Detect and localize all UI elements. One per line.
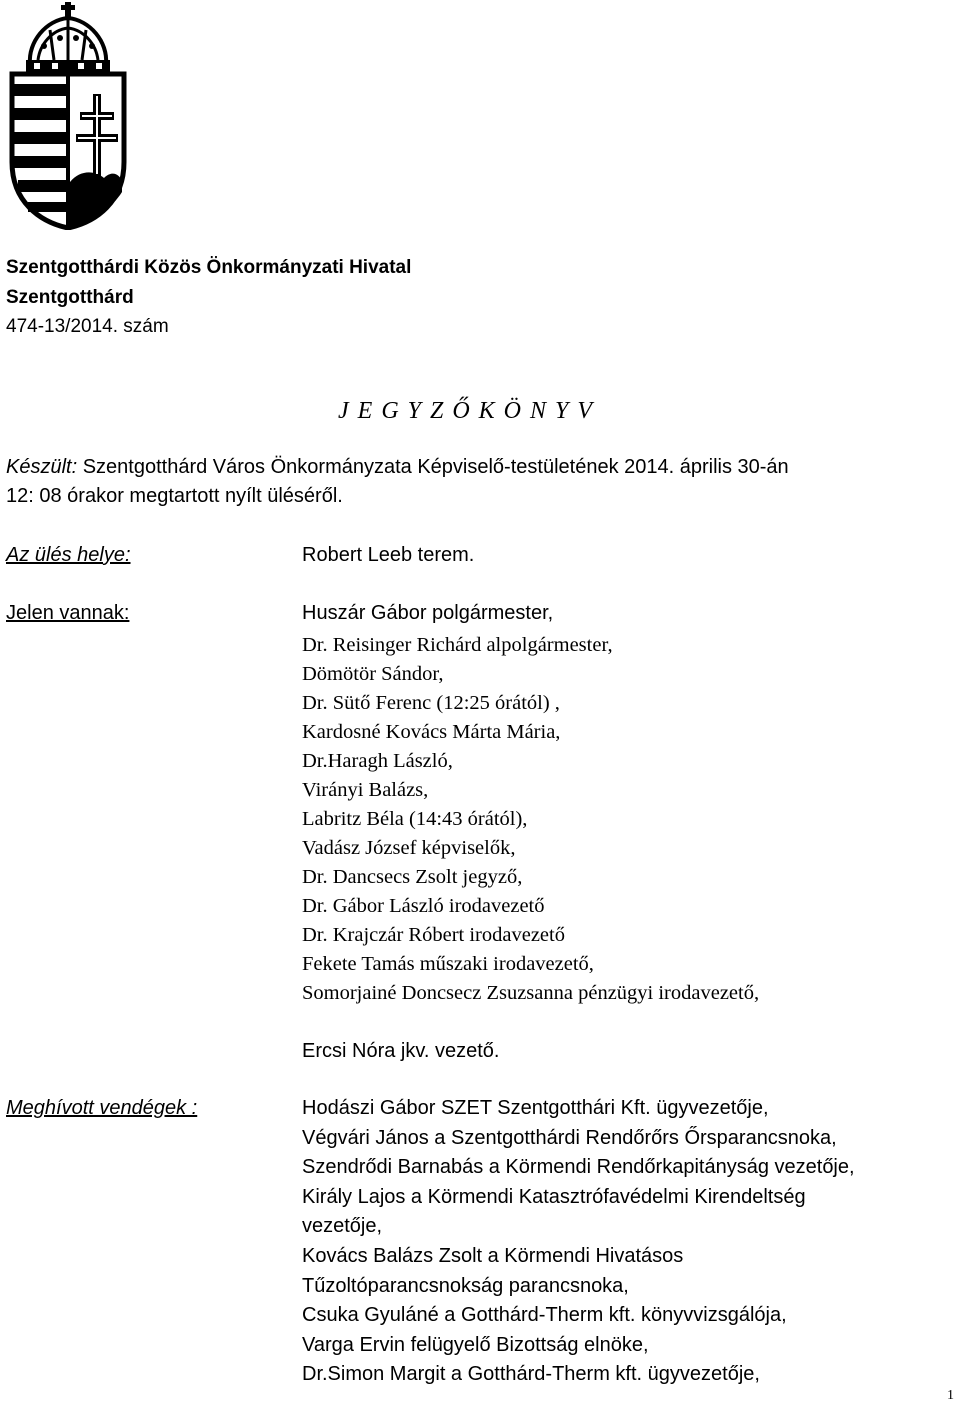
intro-line-1 <box>6 456 789 479</box>
venue-value: Robert Leeb terem. <box>302 544 475 566</box>
document-title: J E G Y Z Ő K Ö N Y V <box>338 398 594 424</box>
present-item: Dr. Sütő Ferenc (12:25 órától) , <box>302 692 560 714</box>
present-item: Fekete Tamás műszaki irodavezető, <box>302 953 594 975</box>
office-city: Szentgotthárd <box>6 287 134 308</box>
present-item: Dr. Gábor László irodavezető <box>302 895 545 917</box>
present-first: Huszár Gábor polgármester, <box>302 602 554 624</box>
guest-item: Csuka Gyuláné a Gotthárd-Therm kft. könyvvizsgálója, <box>302 1304 787 1327</box>
guest-item: Varga Ervin felügyelő Bizottság elnöke, <box>302 1333 649 1356</box>
present-item: Dr. Reisinger Richárd alpolgármester, <box>302 634 613 656</box>
guest-item: Végvári János a Szentgotthárdi Rendőrőrs Őrsparancsnoka, <box>302 1126 837 1149</box>
present-label: Jelen vannak: <box>6 602 130 624</box>
guest-item: Szendrődi Barnabás a Körmendi Rendőrkapitányság vezetője, <box>302 1156 855 1179</box>
recorder: Ercsi Nóra jkv. vezető. <box>302 1040 500 1062</box>
venue-label: Az ülés helye: <box>6 544 131 566</box>
present-list <box>302 631 759 1008</box>
intro-label: Készült: <box>6 456 78 478</box>
intro-text: Szentgotthárd Város Önkormányzata Képviselő-testületének 2014. április 30-án <box>77 456 789 478</box>
present-item: Labritz Béla (14:43 órától), <box>302 808 528 830</box>
guest-item: Dr.Simon Margit a Gotthárd-Therm kft. ügyvezetője, <box>302 1363 760 1386</box>
present-item: Kardosné Kovács Márta Mária, <box>302 721 561 743</box>
present-item: Dömötör Sándor, <box>302 663 444 685</box>
present-item: Somorjainé Doncsecz Zsuzsanna pénzügyi irodavezető, <box>302 982 760 1004</box>
present-item: Vadász József képviselők, <box>302 837 516 859</box>
guests-label: Meghívott vendégek : <box>6 1097 198 1119</box>
present-item: Dr.Haragh László, <box>302 750 453 772</box>
guest-item: Tűzoltóparancsnokság parancsnoka, <box>302 1274 629 1297</box>
coat-of-arms-logo <box>8 2 130 230</box>
intro-line-2: 12: 08 órakor megtartott nyílt üléséről. <box>6 485 343 507</box>
guest-item: Király Lajos a Körmendi Katasztrófavédelmi Kirendeltség <box>302 1185 806 1208</box>
guest-item: Hodászi Gábor SZET Szentgotthári Kft. ügyvezetője, <box>302 1097 769 1119</box>
document-number: 474-13/2014. szám <box>6 316 169 337</box>
guest-item: Kovács Balázs Zsolt a Körmendi Hivatásos <box>302 1244 684 1267</box>
office-name: Szentgotthárdi Közös Önkormányzati Hivatal <box>6 257 412 278</box>
present-item: Dr. Dancsecs Zsolt jegyző, <box>302 866 523 888</box>
guest-item: vezetője, <box>302 1215 383 1238</box>
present-item: Virányi Balázs, <box>302 779 429 801</box>
page-number: 1 <box>947 1388 954 1403</box>
guests-list <box>302 1094 855 1390</box>
present-item: Dr. Krajczár Róbert irodavezető <box>302 924 565 946</box>
